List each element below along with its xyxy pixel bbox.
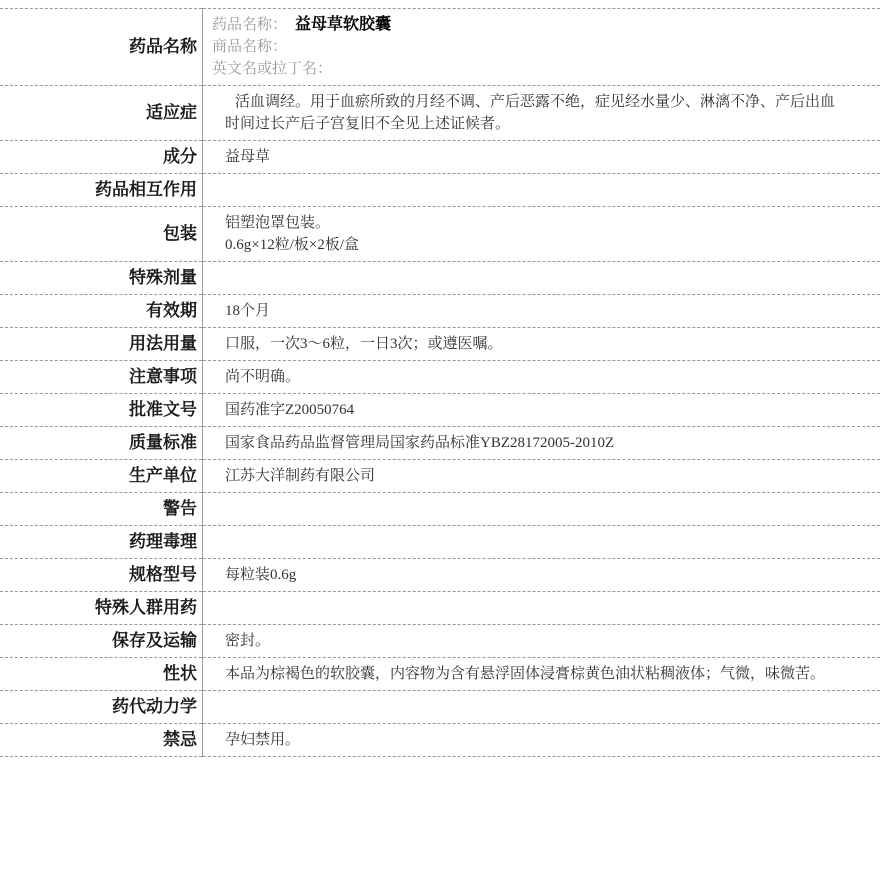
table-row <box>0 361 880 394</box>
row-value <box>203 262 880 295</box>
row-value <box>203 724 880 757</box>
row-value <box>203 691 880 724</box>
row-label: 禁忌 <box>0 724 203 757</box>
table-row <box>0 295 880 328</box>
row-label: 规格型号 <box>0 559 203 592</box>
value-text <box>225 179 870 201</box>
row-value <box>203 141 880 174</box>
row-label: 批准文号 <box>0 394 203 427</box>
table-row <box>0 658 880 691</box>
value-text: 尚不明确。 <box>225 369 301 385</box>
row-label: 药品相互作用 <box>0 174 203 207</box>
row-label: 适应症 <box>0 86 203 141</box>
table-row <box>0 526 880 559</box>
row-value <box>203 526 880 559</box>
table-row <box>0 394 880 427</box>
drug-name-field-line <box>212 36 870 58</box>
value-line: 时间过长产后子宫复旧不全见上述证候者。 <box>225 116 511 132</box>
table-row <box>0 460 880 493</box>
row-label: 药代动力学 <box>0 691 203 724</box>
row-label: 性状 <box>0 658 203 691</box>
field-prefix: 英文名或拉丁名： <box>212 61 333 77</box>
field-value: 益母草软胶囊 <box>295 16 392 33</box>
value-text: 本品为棕褐色的软胶囊，内容物为含有悬浮固体浸膏棕黄色油状粘稠液体；气微，味微苦。 <box>225 666 826 682</box>
field-prefix: 药品名称： <box>212 17 288 33</box>
table-row <box>0 427 880 460</box>
table-row <box>0 328 880 361</box>
table-row <box>0 625 880 658</box>
value-text: 国药准字Z20050764 <box>225 402 355 418</box>
value-text <box>225 267 870 289</box>
field-prefix: 商品名称： <box>212 39 288 55</box>
row-label: 用法用量 <box>0 328 203 361</box>
table-row <box>0 262 880 295</box>
row-value <box>203 295 880 328</box>
table-row <box>0 9 880 86</box>
table-row <box>0 207 880 262</box>
row-value <box>203 427 880 460</box>
drug-table-body <box>0 9 880 757</box>
value-text <box>225 498 870 520</box>
drug-name-field-line <box>212 14 870 36</box>
value-text: 每粒装0.6g <box>225 567 297 583</box>
value-line: 铝塑泡罩包装。 <box>225 215 331 231</box>
row-label: 注意事项 <box>0 361 203 394</box>
row-value <box>203 207 880 262</box>
row-value <box>203 592 880 625</box>
row-label: 药理毒理 <box>0 526 203 559</box>
row-label: 特殊剂量 <box>0 262 203 295</box>
row-value <box>203 460 880 493</box>
table-row <box>0 174 880 207</box>
row-label: 特殊人群用药 <box>0 592 203 625</box>
drug-name-field-line <box>212 58 870 80</box>
value-text: 口服，一次3～6粒，一日3次；或遵医嘱。 <box>225 336 503 352</box>
row-value <box>203 361 880 394</box>
row-value <box>203 174 880 207</box>
value-line: 0.6g×12粒/板×2板/盒 <box>225 237 360 253</box>
value-text: 江苏大洋制药有限公司 <box>225 468 376 484</box>
row-label: 保存及运输 <box>0 625 203 658</box>
value-text <box>225 531 870 553</box>
table-row <box>0 559 880 592</box>
table-row <box>0 592 880 625</box>
row-value <box>203 658 880 691</box>
value-text: 孕妇禁用。 <box>225 732 301 748</box>
value-text: 益母草 <box>225 149 271 165</box>
row-value <box>203 493 880 526</box>
value-text <box>225 696 870 718</box>
row-label: 警告 <box>0 493 203 526</box>
table-row <box>0 141 880 174</box>
row-label: 有效期 <box>0 295 203 328</box>
row-label: 生产单位 <box>0 460 203 493</box>
value-text: 密封。 <box>225 633 271 649</box>
drug-info-table <box>0 8 880 757</box>
row-value <box>203 86 880 141</box>
row-value <box>203 9 880 86</box>
row-value <box>203 394 880 427</box>
table-row <box>0 691 880 724</box>
row-label: 成分 <box>0 141 203 174</box>
value-text <box>225 597 870 619</box>
table-row <box>0 86 880 141</box>
table-row <box>0 493 880 526</box>
row-label: 质量标准 <box>0 427 203 460</box>
row-label: 包装 <box>0 207 203 262</box>
row-label: 药品名称 <box>0 9 203 86</box>
table-row <box>0 724 880 757</box>
value-line: 活血调经。用于血瘀所致的月经不调、产后恶露不绝，症见经水量少、淋漓不净、产后出血 <box>235 94 836 110</box>
row-value <box>203 328 880 361</box>
row-value <box>203 559 880 592</box>
value-text: 国家食品药品监督管理局国家药品标准YBZ28172005-2010Z <box>225 435 615 451</box>
value-text: 18个月 <box>225 303 271 319</box>
row-value <box>203 625 880 658</box>
